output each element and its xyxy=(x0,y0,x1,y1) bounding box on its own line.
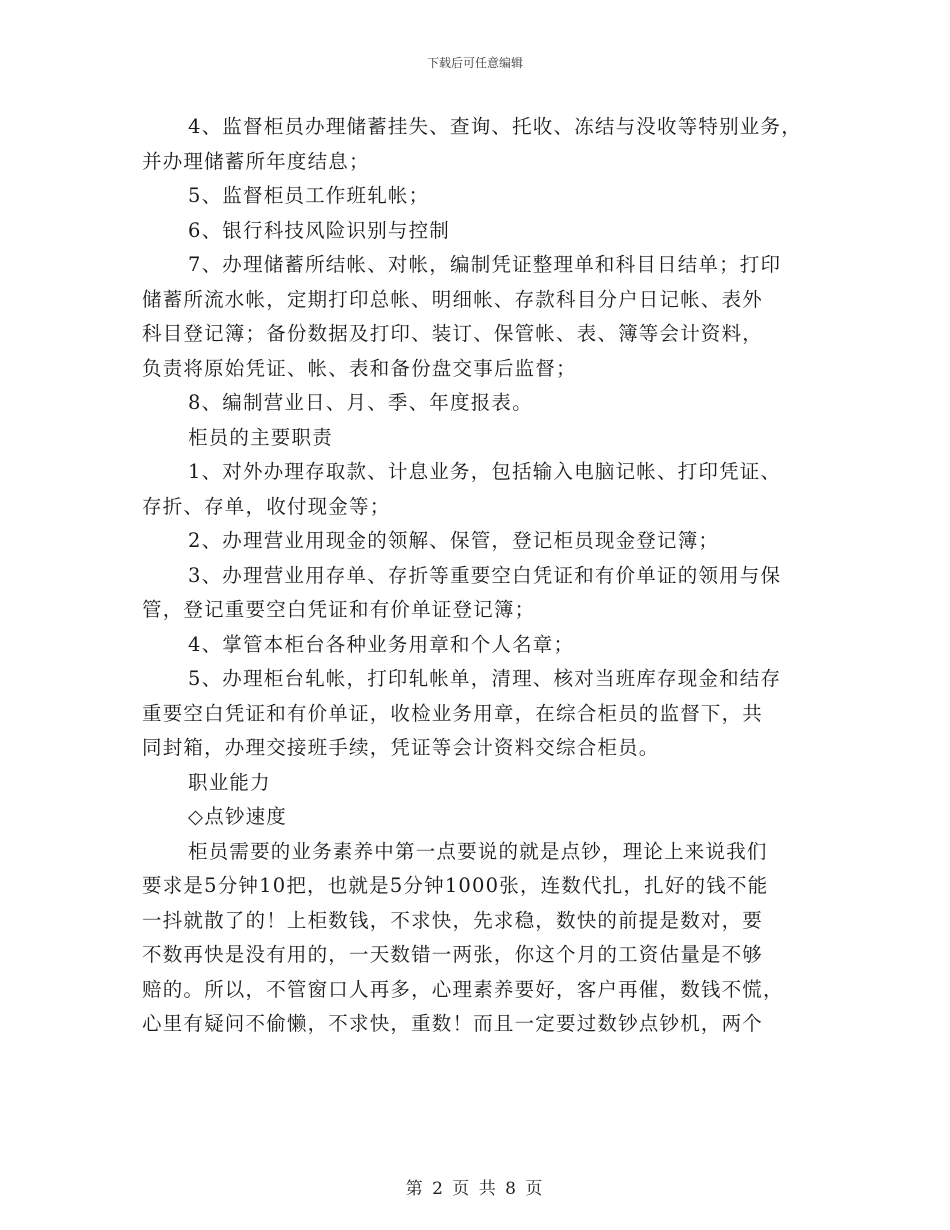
text-line: 柜员需要的业务素养中第一点要说的就是点钞，理论上来说我们 xyxy=(188,839,768,863)
section-heading: 柜员的主要职责 xyxy=(188,425,333,449)
text-line: 7、办理储蓄所结帐、对帐，编制凭证整理单和科目日结单；打印 xyxy=(188,253,782,276)
text-line: 4、掌管本柜台各种业务用章和个人名章； xyxy=(188,632,575,656)
text-line: 8、编制营业日、月、季、年度报表。 xyxy=(188,391,533,414)
text-line: 6、银行科技风险识别与控制 xyxy=(188,218,451,242)
text-line: 一抖就散了的！上柜数钱，不求快，先求稳，数快的前提是数对，要 xyxy=(142,908,764,932)
text-line: 5、监督柜员工作班轧帐； xyxy=(188,184,430,207)
text-line: 同封箱，办理交接班手续，凭证等会计资料交综合柜员。 xyxy=(142,736,660,759)
text-line: 2、办理营业用现金的领解、保管，登记柜员现金登记簿； xyxy=(188,529,720,552)
subsection-heading: ◇点钞速度 xyxy=(188,805,287,828)
text-line: 重要空白凭证和有价单证，收检业务用章，在综合柜员的监督下，共 xyxy=(142,701,764,725)
section-heading: 职业能力 xyxy=(188,770,271,794)
text-line: 并办理储蓄所年度结息； xyxy=(142,149,370,173)
text-line: 心里有疑问不偷懒，不求快，重数！而且一定要过数钞点钞机，两个 xyxy=(142,1012,764,1035)
text-line: 5、办理柜台轧帐，打印轧帐单，清理、核对当班库存现金和结存 xyxy=(188,667,782,690)
text-line: 3、办理营业用存单、存折等重要空白凭证和有价单证的领用与保 xyxy=(188,563,782,587)
text-line: 科目登记簿；备份数据及打印、装订、保管帐、表、簿等会计资料， xyxy=(142,322,764,345)
document-body xyxy=(142,110,812,1042)
page-header: 下载后可任意编辑 xyxy=(426,56,523,70)
text-line: 要求是5分钟10把，也就是5分钟1000张，连数代扎，扎好的钱不能 xyxy=(142,874,769,897)
text-line: 赔的。所以，不管窗口人再多，心理素养要好，客户再催，数钱不慌， xyxy=(142,977,784,1001)
text-line: 4、监督柜员办理储蓄挂失、查询、托收、冻结与没收等特别业务， xyxy=(188,115,802,138)
text-line: 管，登记重要空白凭证和有价单证登记簿； xyxy=(142,598,536,621)
text-line: 存折、存单，收付现金等； xyxy=(142,494,391,518)
text-line: 1、对外办理存取款、计息业务，包括输入电脑记帐、打印凭证、 xyxy=(188,460,782,483)
text-line: 不数再快是没有用的，一天数错一两张，你这个月的工资估量是不够 xyxy=(142,943,764,966)
text-line: 负责将原始凭证、帐、表和备份盘交事后监督； xyxy=(142,356,577,380)
page-footer: 第 2 页 共 8 页 xyxy=(405,1179,545,1199)
text-line: 储蓄所流水帐，定期打印总帐、明细帐、存款科目分户日记帐、表外 xyxy=(142,287,764,311)
